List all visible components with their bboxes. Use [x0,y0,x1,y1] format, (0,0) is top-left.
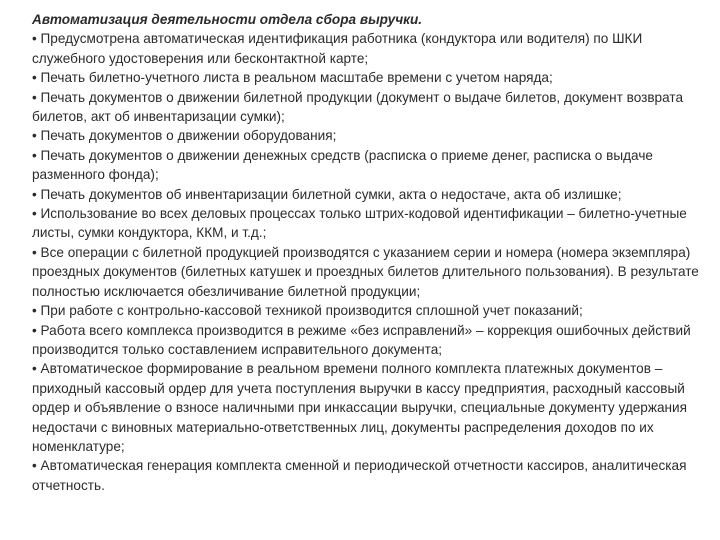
list-item: • Автоматическая генерация комплекта сменной и периодической отчетности кассиров, аналитическая отчетность. [32,458,687,493]
list-item: • Печать документов о движении билетной продукции (документ о выдаче билетов, документ возврата билетов, акт об инвентаризации сумки); [32,89,684,125]
list-item: • Автоматическое формирование в реальном времени полного комплекта платежных документов – приходный кассовый ордер для учета поступления выручки в кассу предприятия, расходный кассовый ордер и объявление о взносе наличными при инкассации выручки, специальные документу удержания недостачи с виновных материально-ответственных лиц, документы распределения доходов по их номенклатуре; [32,361,687,454]
list-item: • Использование во всех деловых процессах только штрих-кодовой идентификации – билетно-учетные листы, сумки кондуктора, ККМ, и т.д.; [32,206,687,241]
list-item: • Все операции с билетной продукцией производятся с указанием серии и номера (номера экземпляра) проездных документов (билетных катушек и проездных билетов длительного пользования). В результате полностью исключается обезличивание билетной продукции; [32,244,699,299]
list-item: • Работа всего комплекса производится в режиме «без исправлений» – коррекция ошибочных действий производится только составлением исправительного документа; [32,322,691,357]
list-item: • Печать документов о движении денежных средств (расписка о приеме денег, расписка о выдаче разменного фонда); [32,147,653,183]
list-item: • Печать документов о движении оборудования; [32,128,337,144]
list-item: • Предусмотрена автоматическая идентификация работника (кондуктора или водителя) по ШКИ служебного удостоверения или бесконтактной карте; [32,31,643,66]
document-title: Автоматизация деятельности отдела сбора выручки. [32,12,423,27]
document-body [32,10,700,495]
list-item: • Печать документов об инвентаризации билетной сумки, акта о недостаче, акта об излишке; [32,186,622,202]
list-item: • При работе с контрольно-кассовой техникой производится сплошной учет показаний; [32,303,583,319]
list-item: • Печать билетно-учетного листа в реальном масштабе времени с учетом наряда; [32,70,553,86]
